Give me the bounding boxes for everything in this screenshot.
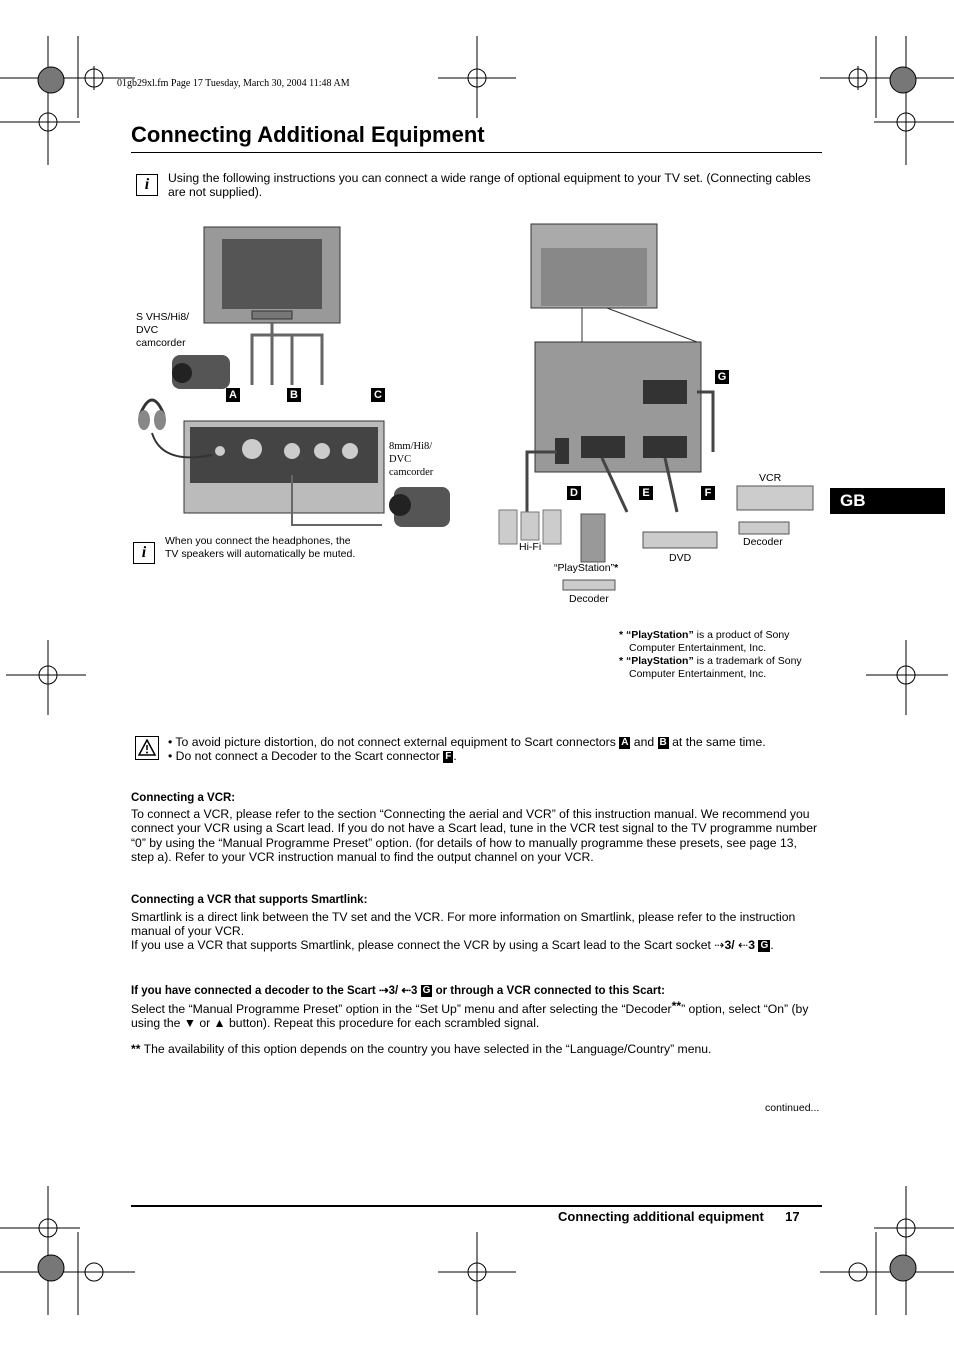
scart-arrow-icon: ⇠ xyxy=(738,938,749,952)
warning-triangle xyxy=(138,739,156,757)
label-decoder-bottom: Decoder xyxy=(569,593,609,605)
decoder-heading: If you have connected a decoder to the Scart ⇢3/ ⇠3 G or through a VCR connected to this Scart: xyxy=(131,985,665,997)
info-icon: i xyxy=(133,542,155,564)
footer-text xyxy=(558,1209,800,1224)
decoder-text: Select the “Manual Programme Preset” option in the “Set Up” menu and after selecting the “Decoder**” option, select “On” (by using the ▼ or ▲ button). Repeat this procedure for each scrambled signal. xyxy=(131,999,809,1031)
info-icon: i xyxy=(136,174,158,196)
right-diagram xyxy=(497,222,817,612)
availability-note: ** The availability of this option depends on the country you have selected in the “Language/Country” menu. xyxy=(131,1042,712,1056)
footer-section: Connecting additional equipment xyxy=(558,1209,764,1224)
label-8mm-camcorder: 8mm/Hi8/ DVC camcorder xyxy=(389,441,434,478)
title-rule xyxy=(131,152,822,153)
footnotes xyxy=(619,629,829,681)
callout-d: D xyxy=(567,486,581,500)
footnote-2: * “PlayStation” is a trademark of Sony xyxy=(619,655,802,667)
footnote-1-cont: Computer Entertainment, Inc. xyxy=(629,642,767,654)
callout-g: G xyxy=(715,370,729,384)
vcr-heading: Connecting a VCR: xyxy=(131,792,236,804)
label-dvd: DVD xyxy=(669,552,692,564)
headphone-note: When you connect the headphones, the TV speakers will automatically be muted. xyxy=(165,535,356,560)
right-diagram-svg xyxy=(497,222,817,612)
warning-text xyxy=(168,735,818,764)
left-diagram xyxy=(132,225,452,535)
smartlink-text-1: Smartlink is a direct link between the TV set and the VCR. For more information on Smartlink, please refer to the instruction manual of your VCR. xyxy=(131,910,796,939)
callout-c: C xyxy=(371,388,385,402)
label-svhs-camcorder: S VHS/Hi8/ DVC camcorder xyxy=(136,311,190,349)
callout-f: F xyxy=(701,486,715,500)
smartlink-text-2: If you use a VCR that supports Smartlink, please connect the VCR by using a Scart lead to the Scart socket ⇢3/ ⇠3 G . xyxy=(131,938,774,952)
playstation-text: “PlayStation” xyxy=(554,562,615,574)
page-number: 17 xyxy=(785,1209,800,1224)
warning-icon xyxy=(135,736,159,760)
warning-bullet-2: • Do not connect a Decoder to the Scart connector F . xyxy=(168,749,457,764)
page-title: Connecting Additional Equipment xyxy=(131,122,485,147)
label-playstation xyxy=(554,562,618,575)
language-tab: GB xyxy=(830,488,945,514)
callout-e: E xyxy=(639,486,653,500)
intro-text: Using the following instructions you can connect a wide range of optional equipment to your TV set. (Connecting cables are not supplied). xyxy=(168,171,811,200)
footer-rule xyxy=(131,1205,822,1207)
label-hifi: Hi-Fi xyxy=(519,541,542,553)
vcr-text: To connect a VCR, please refer to the section “Connecting the aerial and VCR” of this instruction manual. We recommend you connect your VCR using a Scart lead. If you do not have a Scart lead, tune in the VCR test signal to the TV programme number “0” by using the “Manual Programme Preset” option. (for details of how to manually programme these presets, see page 13, step a). Refer to your VCR instruction manual to find the output channel on your VCR. xyxy=(131,807,818,865)
file-info: 01gb29xl.fm Page 17 Tuesday, March 30, 2004 11:48 AM xyxy=(117,78,350,89)
warning-bullet-1: • To avoid picture distortion, do not connect external equipment to Scart connectors A and B at the same time. xyxy=(168,735,766,749)
continued-text: continued... xyxy=(765,1102,820,1114)
smartlink-heading: Connecting a VCR that supports Smartlink: xyxy=(131,894,368,906)
scart-arrow-icon: ⇠ xyxy=(401,985,412,997)
playstation-star: * xyxy=(614,562,619,574)
label-decoder-right: Decoder xyxy=(743,536,783,548)
callout-a: A xyxy=(226,388,240,402)
footnote-1: * “PlayStation” is a product of Sony xyxy=(619,629,790,641)
scart-arrow-icon: ⇢ xyxy=(714,938,725,952)
label-vcr: VCR xyxy=(759,472,782,484)
footnote-2-cont: Computer Entertainment, Inc. xyxy=(629,668,767,680)
arrow-up-icon: ▲ xyxy=(213,1016,226,1031)
left-diagram-svg xyxy=(132,225,452,535)
arrow-down-icon: ▼ xyxy=(183,1016,196,1031)
callout-b: B xyxy=(287,388,301,402)
scart-arrow-icon: ⇢ xyxy=(378,985,389,997)
